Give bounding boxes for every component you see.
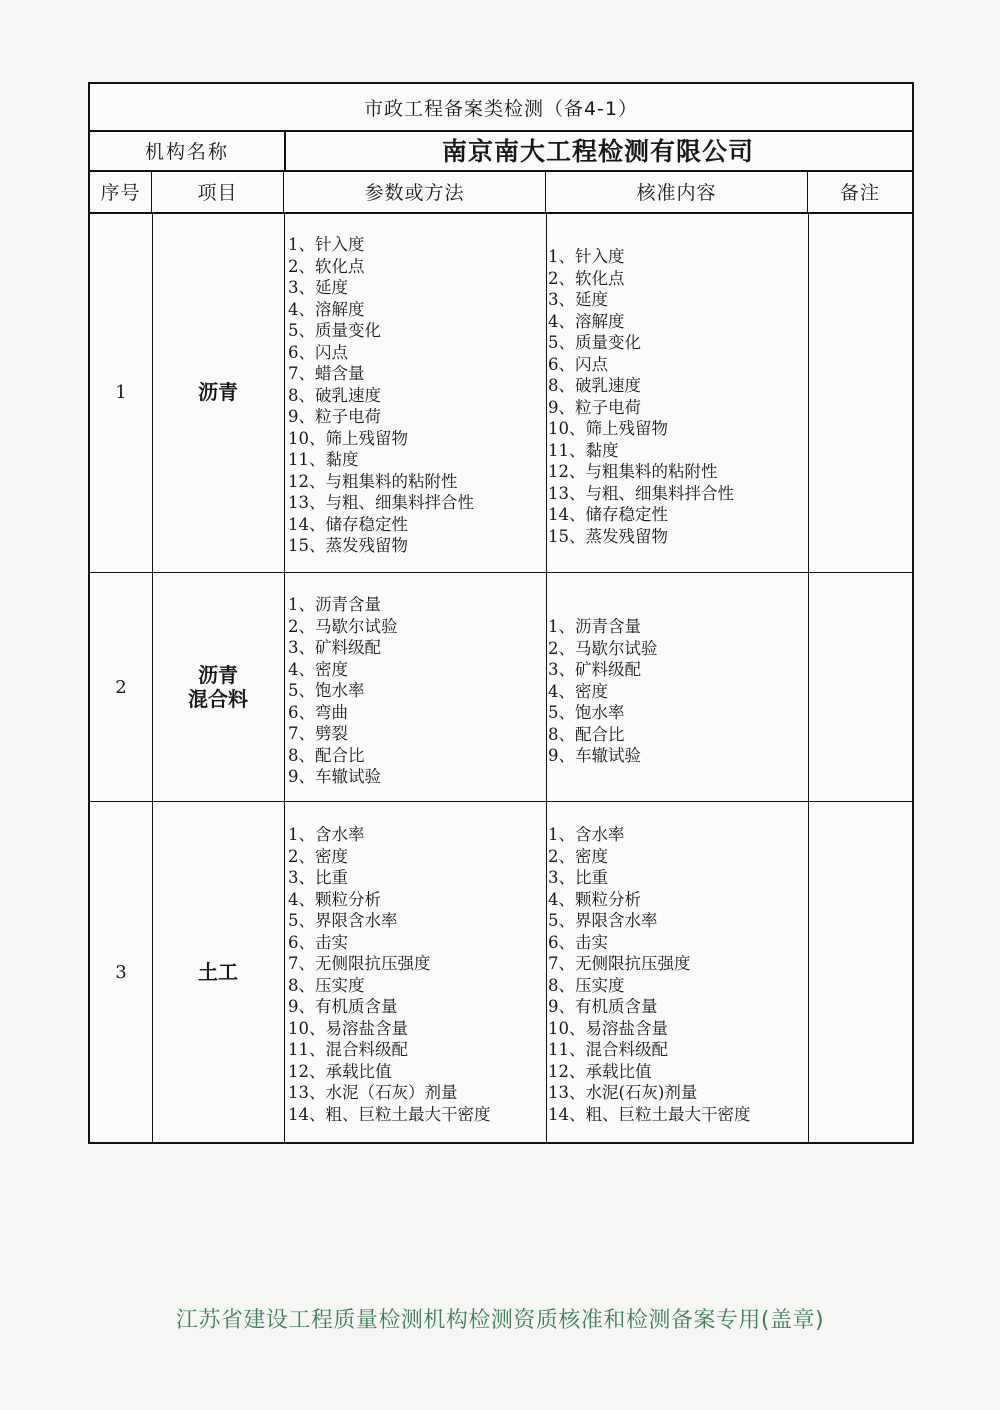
list-item: 7、无侧限抗压强度 [288, 954, 431, 973]
list-item: 4、溶解度 [288, 299, 365, 319]
header-params: 参数或方法 [284, 170, 546, 212]
list-item: 3、延度 [548, 290, 608, 309]
list-item: 1、含水率 [548, 825, 625, 844]
list-item: 14、储存稳定性 [288, 514, 408, 534]
list-item: 7、无侧限抗压强度 [548, 954, 691, 973]
list-item: 7、劈裂 [288, 724, 348, 743]
stamp-footer: 江苏省建设工程质量检测机构检测资质核准和检测备案专用(盖章) [175, 1308, 825, 1333]
header-seq: 序号 [90, 170, 152, 212]
list-item: 6、闪点 [548, 354, 608, 374]
list-item: 13、与粗、细集料拌合性 [548, 483, 734, 503]
list-item: 9、粒子电荷 [288, 407, 381, 426]
row-1-remarks [808, 212, 912, 572]
list-item: 9、有机质含量 [548, 997, 658, 1016]
list-item: 3、比重 [548, 868, 608, 887]
list-item: 6、闪点 [288, 342, 348, 362]
list-item: 2、密度 [548, 846, 608, 866]
row-3-params-list [288, 824, 491, 1125]
list-item: 7、蜡含量 [288, 364, 365, 383]
row-2-approved-list [548, 616, 658, 767]
row-2-seq: 2 [115, 676, 127, 698]
list-item: 3、矿料级配 [288, 638, 381, 657]
list-item: 12、承载比值 [548, 1061, 652, 1081]
list-item: 4、密度 [548, 681, 608, 701]
list-item: 4、密度 [288, 659, 348, 679]
list-item: 1、含水率 [288, 825, 365, 844]
row-3-item-line: 土工 [198, 960, 238, 984]
row-3-seq: 3 [115, 961, 127, 983]
row-1-params-list [288, 234, 474, 557]
list-item: 3、比重 [288, 868, 348, 887]
list-item: 2、软化点 [548, 268, 625, 288]
list-item: 14、储存稳定性 [548, 505, 668, 524]
list-item: 12、与粗集料的粘附性 [548, 462, 718, 481]
header-row [90, 170, 912, 214]
list-item: 8、破乳速度 [288, 385, 381, 405]
list-item: 1、针入度 [288, 235, 365, 254]
column-divider [546, 212, 547, 1142]
list-item: 2、软化点 [288, 256, 365, 276]
list-item: 2、马歇尔试验 [548, 638, 658, 658]
list-item: 8、压实度 [288, 975, 365, 995]
list-item: 6、击实 [288, 932, 348, 952]
row-3-item [152, 802, 284, 1142]
list-item: 9、车辙试验 [548, 746, 641, 765]
list-item: 8、配合比 [548, 724, 625, 744]
row-2-params-list [288, 594, 398, 788]
list-item: 13、与粗、细集料拌合性 [288, 493, 474, 512]
list-item: 4、颗粒分析 [548, 889, 641, 909]
list-item: 5、质量变化 [288, 321, 381, 340]
list-item: 10、易溶盐含量 [548, 1018, 668, 1038]
list-item: 11、混合料级配 [548, 1040, 668, 1059]
row-1-approved-list [548, 246, 734, 547]
list-item: 13、水泥（石灰）剂量 [288, 1083, 458, 1102]
list-item: 12、与粗集料的粘附性 [288, 471, 458, 491]
list-item: 2、密度 [288, 846, 348, 866]
list-item: 3、延度 [288, 278, 348, 297]
list-item: 5、饱水率 [288, 681, 365, 700]
list-item: 10、易溶盐含量 [288, 1018, 408, 1038]
list-item: 5、饱水率 [548, 703, 625, 722]
list-item: 3、矿料级配 [548, 660, 641, 679]
list-item: 9、粒子电荷 [548, 397, 641, 417]
row-2-remarks [808, 573, 912, 801]
list-item: 8、配合比 [288, 745, 365, 765]
list-item: 11、黏度 [288, 450, 359, 469]
table-title: 市政工程备案类检测（备4-1） [90, 84, 912, 132]
list-item: 11、黏度 [548, 440, 619, 460]
org-row [90, 130, 912, 172]
column-divider [284, 212, 285, 1142]
list-item: 4、颗粒分析 [288, 889, 381, 909]
row-2-item [152, 573, 284, 801]
list-item: 15、蒸发残留物 [288, 536, 408, 555]
record-table [88, 82, 914, 1144]
row-1-seq: 1 [115, 381, 127, 403]
list-item: 13、水泥(石灰)剂量 [548, 1083, 698, 1102]
list-item: 11、混合料级配 [288, 1040, 408, 1059]
row-2-item-line: 沥青 [198, 663, 238, 687]
list-item: 14、粗、巨粒土最大干密度 [548, 1104, 751, 1124]
org-label: 机构名称 [90, 130, 286, 170]
list-item: 6、击实 [548, 932, 608, 952]
list-item: 10、筛上残留物 [288, 428, 408, 448]
list-item: 9、车辙试验 [288, 767, 381, 786]
org-name: 南京南大工程检测有限公司 [441, 137, 754, 166]
list-item: 1、沥青含量 [548, 617, 641, 636]
list-item: 2、马歇尔试验 [288, 616, 398, 636]
header-approved: 核准内容 [546, 170, 808, 212]
row-1-item-line: 沥青 [198, 380, 238, 404]
list-item: 12、承载比值 [288, 1061, 392, 1081]
row-1-item [152, 212, 284, 572]
row-3-approved-list [548, 824, 751, 1125]
list-item: 1、针入度 [548, 247, 625, 266]
header-item: 项目 [152, 170, 284, 212]
header-remarks: 备注 [839, 181, 880, 204]
list-item: 14、粗、巨粒土最大干密度 [288, 1104, 491, 1124]
list-item: 8、破乳速度 [548, 376, 641, 395]
list-item: 6、弯曲 [288, 702, 348, 722]
list-item: 10、筛上残留物 [548, 419, 668, 438]
row-2-item-line: 混合料 [188, 687, 248, 711]
list-item: 5、界限含水率 [288, 911, 398, 930]
list-item: 15、蒸发残留物 [548, 526, 668, 546]
list-item: 1、沥青含量 [288, 595, 381, 614]
list-item: 9、有机质含量 [288, 997, 398, 1016]
row-3-remarks [808, 802, 912, 1142]
list-item: 4、溶解度 [548, 311, 625, 331]
list-item: 5、质量变化 [548, 333, 641, 352]
list-item: 8、压实度 [548, 975, 625, 995]
list-item: 5、界限含水率 [548, 911, 658, 930]
